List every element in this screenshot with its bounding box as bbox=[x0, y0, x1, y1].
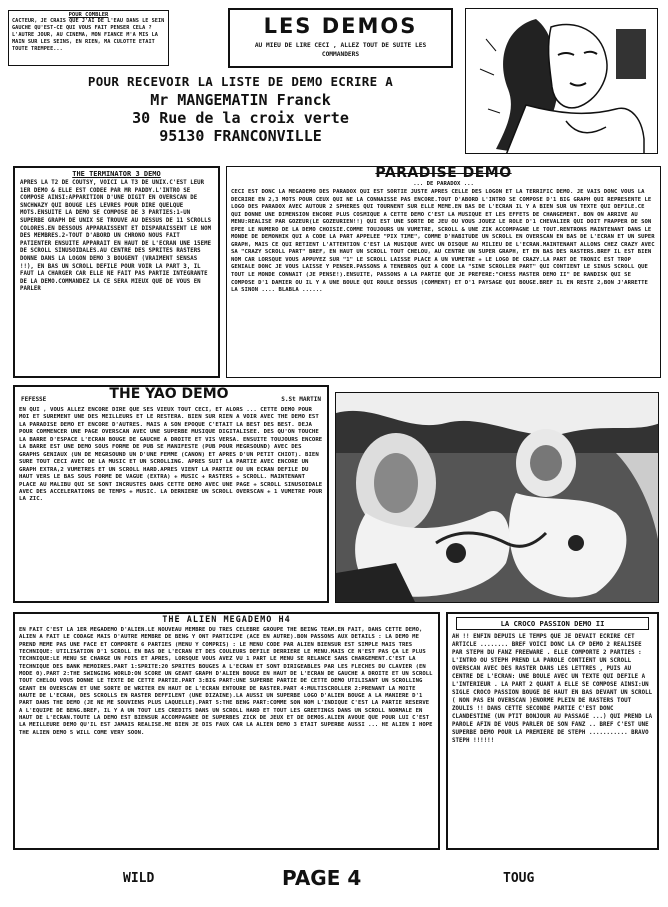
woman-portrait-drawing bbox=[466, 9, 658, 154]
address-line-2: Mr MANGEMATIN Franck bbox=[150, 91, 331, 109]
illustration-women-photo bbox=[335, 392, 659, 603]
croco-text: AH !! ENFIN DEPUIS LE TEMPS QUE JE DEVAIT ECRIRE CET ARTICLE ........ BREF VOICI DONC LA CP DEMO 2 REALISEE PAR STEPH DU FANZ FREEWARE . ELLE COMPORTE 2 PARTIES : L'INTRO OU STEPH PREND LA PAROLE CONTIENT UN SCROLL OVERSCAN AVEC DES RASTER DANS LES LETTRES , PUIS AU CENTRE DE L'ECRAN: UNE BOULE AVEC UN TEXTE QUI DEFILE A L'INTERIEUR . LA PART 2 QUANT A ELLE SE COMPOSE AINSI:UN SIGLE CROCO PASSION BOUGE DE HAUT EN BAS DEVANT UN SCROLL ( NON PAS EN OVERSCAN )ENORME PLEIN DE RASTERS TOUT ZOULIS !! DANS CETTE SECONDE PARTIE C'EST DONC CLANDESTINE (UN PTIT BONJOUR AU PASSAGE ...) QUI PREND LA PAROLE AFIN DE VOUS PARLER DE SON FANZ .. BREF C'EST UNE SUPERBE DEMO POUR LA PREMIERE DE STEPH ........... BRAVO STEPH !!!!!! bbox=[452, 634, 653, 744]
yao-left-tag: FEFESSE bbox=[21, 396, 47, 403]
illustration-woman-portrait bbox=[465, 8, 658, 154]
terminator-text: APRES LA T2 DE COUTSY, VOICI LA T3 DE UNIX.C'EST LEUR 1ER DEMO & ELLE EST CODEE PAR MR PADDY.L'INTRO SE COMPOSE AINSI:APPARITION D'UNE DIGIT EN OVERSCAN DE SNCHWAZY QUI BOUGE LES LEVRES POUR DIRE QUELQUE MOTS.ENSUITE LA DEMO SE COMPOSE DE 3 PARTIES:1-UN SUPERBE GRAPH DE UNIX SE TROUVE AU DESSUS DE 11 SCROLLS COLORES.EN DESSOUS APPARAISSENT ET DISPARAISSENT LE NOM DES MEMBRES.2-TOUT D'ABORD UN CHRONO NOUS FAIT PATIENTER ENSUITE APPARAIT EN HAUT DE L'ECRAN UNE 15EME DE SCROLL SINUSOIDALES.AU CENTRE DES SPRITES RASTERS DONNE DANS LA LOGON DEMO 3 BOUGENT (VRAIMENT SENSAS !!), EN BAS UN SCROLL DEFILE POUR VOIR LA PART 3, IL FAUT LA CHARGER CAR ELLE NE FAIT PAS PARTIE INTEGRANTE DE LA DEMO.COMMANDEZ LA CE SERA MIEUX QUE DE VOUS EN PARLER bbox=[20, 180, 212, 293]
pour-combler-label: POUR COMBLER bbox=[68, 12, 109, 18]
paradise-text: CECI EST DONC LA MEGADEMO DES PARADOX QUI EST SORTIE JUSTE APRES CELLE DES LOGON ET LA TERRIFIC DEMO. JE VAIS DONC VOUS LA DECRIRE EN 2,3 MOTS POUR CEUX QUI NE LA CONNAISSE PAS ENCORE.TOUT D'ABORD L'INTRO SE COMPOSE D'1 BIG GRAPH QUI REPRESENTE LE LOGO DES PARADOX AVEC AUTOUR 2 SPHERES QUI TOURNENT SUR ELLE MEME.EN BAS DE L'ECRAN IL Y A BIEN SUR UN TEXTE QUI DEFILE.CE QUI DONNE UNE DIMENSION ENCORE PLUS COSMIQUE A CETTE DEMO C'EST LA MUSIQUE ET LES EFFETS DE CHANGEMENT. BON ON ARRIVE AU MENU:REALISE PAR GOZEUR(LE GOZEURIEN!!) QUI EST UNE SORTE DE JEU OU VOUS JOUEZ LE ROLE D'1 CHEVALIER QUI DOIT FRAPPER DE SON EPEE LE NUMERO DE LA DEMO CHOISIE.COMME TOUJOURS UN VUMETRE, SCROLL & UNE ZIK ACCOMPAGNE LE TOUT.RENTRONS MAINTENANT DANS LE MONDE DE DEMONHIK QUI A CODE LA PART APPELEE "PIX TIME", COMME D'HABITUDE UN SCROLL EN OVERSCAN EN BAS DE L'ECRAN ET UN SUPER GRAPH, MAIS CE QUI RETIENT L'ATTENTION C'EST LA MUSIQUE AVEC UN DISQUE AU MILIEU DE L'ECRAN.MAINTENANT ALLONS CHEZ CRAZY AVEC SA "CRAZY SCROLL PART" BREF, EN HAUT UN SCROLL TOUT CHELOU, AU CENTRE UN SUPER GRAPH, ET EN BAS DES RASTERS.BREF IL EST BIEN NOM CAR LORSQUE VOUS APPUYEZ SUR "1" LE SCROLL LAISSE PLACE A UN VUMETRE + LE LOGO DE CRAZY.LA PART DE TRONIC EST TROP GENIALE DONC JE VOUS LAISSE Y PENSER.PASSONS A TENEBROS QUI A CODE LA "SINE SCROLLER PART" QUI CONTIENT LE SINUS SCROLL QUE TOUT LE MONDE CONNAIT (JE PENSE!).ENSUITE, PASSONS A LA PARTIE QUE JE PREFERE:"CHESS MASTER DEMO II" DE RANDISK QUI SE COMPOSE D'1 DAMIER OU IL Y A UNE BOULE QUI ROULE DESSUS (COMMENT) ET D'1 PAYSAGE QUI BOUGE.BREF IL EN RESTE 2,BON J'ARRETTE LA SINON .... BLABLA ...... bbox=[231, 189, 655, 294]
pour-combler-text: CACTEUR, JE CRAIS QUE J'AI DE L'EAU DANS LE SEIN GAUCHE QU'EST-CE QUI VOUS FAIT PENSER CELA ? L'AUTRE JOUR, AU CINEMA, MON FIANCE M'A MIS LA MAIN SUR LES SEINS, EN RIEN, MA CULOTTE ETAIT TOUTE TREMPEE... bbox=[12, 18, 165, 52]
footer-left: WILD bbox=[123, 871, 155, 886]
les-demos-subtitle: AU MIEU DE LIRE CECI , ALLEZ TOUT DE SUITE LES COMMANDERS bbox=[254, 42, 427, 58]
alien-megademo-article bbox=[13, 612, 440, 850]
paradise-title: PARADISE DEMO bbox=[375, 166, 512, 181]
paradise-demo-article bbox=[226, 166, 661, 378]
footer-page-number: PAGE 4 bbox=[282, 866, 362, 890]
terminator-demo-article bbox=[13, 166, 220, 378]
croco-title: LA CROCO PASSION DEMO II bbox=[500, 619, 605, 628]
address-block bbox=[18, 74, 463, 154]
alien-text: EN FAIT C'EST LA 1ER MEGADEMO D'ALIEN.LE NOUVEAU MEMBRE DU TRES CELEBRE GROUPE THE BEING TEAM.EN FAIT, DANS CETTE DEMO, ALIEN A FAIT LE CODAGE MAIS D'AUTRE MEMBRE DE BENG Y ONT PARTICIPE (ACE EN AUTRE).BON PASSONS AUX DETAILS : LA DEMO ME PREND MEME PAS UNE FACE ET COMPORTE 6 PARTIES (MENU Y COMPRIS) : LE MENU CODE PAR ALIEN BIENSUR EST SIMPLE MAIS TRES TECHNIQUE: UTILISATION D'1 SCROLL EN BAS DE L'ECRAN ET DES COULEURS DEFILE DERRIERE LE MENU.MAIS CE N'EST PAS ÇA LE PLUS TECHNIQUE:LE MENU SE CHARGE UN FOIS ET APRES, LORSQUE VOUS AVEZ VU 1 PART LE MENU SE RELANCE SANS CHARGEMENT.C'EST LA TECHNIQUE DES BANK MEMOIRES.PART 1:SPRITE:20 SPRITES BOUGES A L'ECRAN ET SONT DIRIGEABLES PAR LES FLECHES DU CLAVIER (EN MODE 0).PART 2:THE SWINGING WORLD:ON SCORE UN GEANT GRAPH D'ALIEN BOUGE EN HAUT DE L'ECRAN DE GAUCHE A DROITE ET UN SCROLL TOUT CHELOU VOUS DONNE LE TEXTE DE CETTE PARTIE.PART 3:BIG PART:UNE SUPERBE PARTIE DE CETTE DEMO UTILISANT UN SCROLLING GEANT EN OVERSCAN ET UNE SORTE DE WRITER EN HAUT DE L'ECRAN ENTOURE DE RASTER.PART 4:MULTISCROLLER 2:PRENANT LA MOITE HAUTE DE L'ECRAN, DES SCROLLS EN RASTER DEFFILENT (UNE DIZAINE).LA AUSSI UN SUPERBE LOGO D'ALIEN BOUGE A LA MANIERE D'1 PART DANS THE DEMO (JE NE ME SOUVIENS PLUS LAQUELLE).PART 5:THE BENG PART:COMME SON NOM L'INDIQUE C'EST LA PARTIE RESERVE A L'EQUIPE DE BENG.BREF, IL Y A UN TOUT LES CREDITS DANS UN SCROLL HARD ET TOUT LES GREETINGS DANS UN SCROLL NORMALE EN HAUT DE L'ECRAN.TOUTE LA DEMO EST BIENSUR ACCOMPAGNEE DE SUPERBES ZICK DE JEUX ET DE DEMOS.ALIEN AVOUE QUE POUR LUI C'EST LA MEILLEURE DEMO QU'IL EST JAMAIS REALISE.ME BIEN JE DIS FAUX CAR LA ALIEN DEMO 3 ETAIT SUPERBE AUSSI ... HE ALIEN I HOPE THE ALIEN DEMO 5 WILL COME VERY SOON. bbox=[19, 627, 433, 736]
les-demos-box bbox=[228, 8, 453, 68]
terminator-title: THE TERMINATOR 3 DEMO bbox=[72, 170, 161, 178]
yao-text: EN QUI , VOUS ALLEZ ENCORE DIRE QUE SES VIEUX TOUT CECI, ET ALORS ... CETTE DEMO POUR MOI ET SUREMENT UNE DES MEILLEURS ET LE RESTERA. BIEN SUR RIEN A VOIR AVEC THE DEMO EST LA PARADISE DEMO ET ENCORE D'AUTRES. MAIS A SON EPOQUE C'ETAIT LA BEST DES BEST. DEJA POUR COMMENCER UNE PAGE OVERSCAN AVEC UNE SUPERBE MUSIQUE DIGITALISEE. DES QU'ON TOUCHE LA BARRE D'ESPACE L'ECRAN BOUGE DE GAUCHE A DROITE ET VIS VERSA. ENSUITE TOUJOURS ENCORE LA BARRE EST UNE DEMO SOUS FORME DE PUB SE MANIFESTE (PUB POUR MEGRSOUND) AVEC DES GRAPHS GENIAUX (UN DE MEGRSOUND UN D'UNE FEMME (CANON) ET APRES D'UN PETIT CHIOT). BIEN SURE TOUT CECI AVEC DE LA MUSIC ET UN SCROLLING. APRES SUIT LA PARTIE AVEC ENCORE UN GRAPH EXTRA,2 VUMETRES ET UN SCROLL HARD.APRES VIENT LA PARTIE OU UN ECRAN DEFILE DU HAUT VERS LE BAS SOUS FORME DE VAGUE (EXTRA) + MUSIC + RASTERS + SCROLL. MAINTENANT PLACE AU MALIBU QUI SE SONT INCRUSTES DANS CETTE DEMO AVEC UNE PAGE + SCROLL SINUSOIDALE AVEC DES ACCELERATIONS DE TEMPS + MUSIC. LA DERNIERE UN SCROLL OVERSCAN + 1 VUMETRE POUR LA ZIC. bbox=[19, 407, 323, 503]
yao-title: THE YAO DEMO bbox=[109, 386, 229, 402]
address-line-3: 30 Rue de la croix verte bbox=[132, 109, 349, 127]
footer-right: TOUG bbox=[503, 871, 535, 886]
paradise-subtitle: ... DE PARADOX ... bbox=[413, 181, 474, 187]
les-demos-title: LES DEMOS bbox=[263, 14, 418, 38]
yao-header bbox=[19, 387, 323, 407]
croco-passion-article bbox=[446, 612, 659, 850]
alien-title: THE ALIEN MEGADEMO H4 bbox=[162, 615, 291, 625]
pour-combler-box bbox=[8, 10, 169, 66]
croco-title-frame bbox=[456, 617, 649, 630]
address-line-4: 95130 FRANCONVILLE bbox=[159, 127, 322, 145]
address-line-1: POUR RECEVOIR LA LISTE DE DEMO ECRIRE A bbox=[87, 74, 394, 89]
yao-right-tag: S.St MARTIN bbox=[281, 396, 321, 403]
yao-demo-article bbox=[13, 385, 329, 603]
women-photo-drawing bbox=[336, 393, 659, 603]
